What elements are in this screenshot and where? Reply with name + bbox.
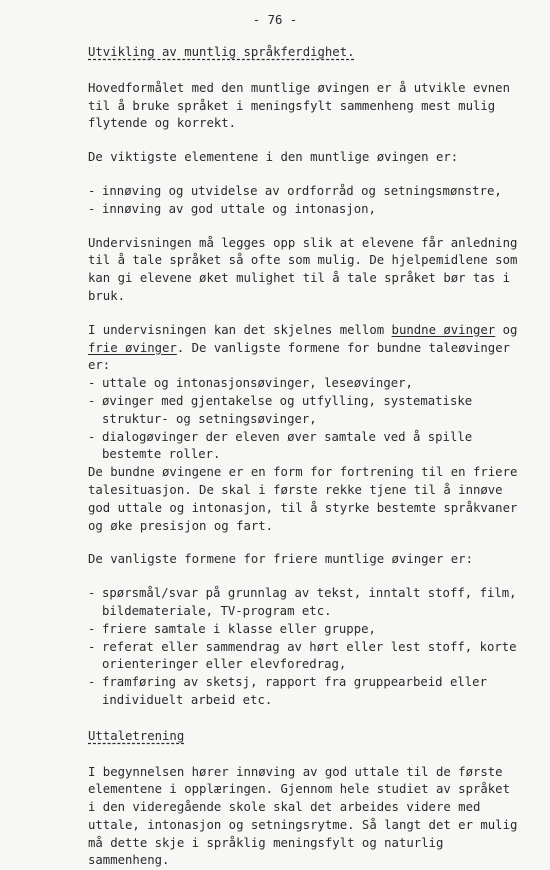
list-item: - framføring av sketsj, rapport fra gruppearbeid eller individuelt arbeid etc. <box>88 674 518 710</box>
distinction-text: og <box>495 323 517 337</box>
list-item: - referat eller sammendrag av hørt eller lest stoff, korte orienteringer eller elevforedrag, <box>88 639 518 675</box>
bound-purpose-paragraph: De bundne øvingene er en form for fortrening til en friere talesituasjon. De skal i første rekke tjene til å innøve god uttale og intonasjon, til å styrke bestemte språkvaner og øke presisjon og fart. <box>88 464 518 535</box>
section-heading-pronunciation: Uttaletrening <box>88 728 184 746</box>
free-forms-lead: De vanligste formene for friere muntlige øvinger er: <box>88 551 518 569</box>
distinction-text: . De vanligste formene for bundne taleøvinger er: <box>88 341 510 373</box>
page-content <box>88 44 518 870</box>
list-item: - innøving av god uttale og intonasjon, <box>88 201 518 219</box>
distinction-paragraph <box>88 322 518 375</box>
list-item: - uttale og intonasjonsøvinger, leseøvinger, <box>88 375 518 393</box>
term-free-exercises: frie øvinger <box>88 341 177 355</box>
elements-lead: De viktigste elementene i den muntlige øvingen er: <box>88 149 518 167</box>
pronunciation-paragraph: I begynnelsen hører innøving av god uttale til de første elementene i opplæringen. Gjennom hele studiet av språket i den videregående skole skal det arbeides videre med uttale, intonasjon og setningsrytme. Så langt det er mulig må dette skje i språklig meningsfylt og naturlig sammenheng. <box>88 764 518 870</box>
section-heading-oral-skills: Utvikling av muntlig språkferdighet. <box>88 44 355 62</box>
organisation-paragraph: Undervisningen må legges opp slik at elevene får anledning til å tale språket så ofte som mulig. De hjelpemidlene som kan gi elevene øket mulighet til å tale språket bør tas i bruk. <box>88 235 518 306</box>
list-item: - innøving og utvidelse av ordforråd og setningsmønstre, <box>88 183 518 201</box>
list-item: - spørsmål/svar på grunnlag av tekst, inntalt stoff, film, bildemateriale, TV-program etc. <box>88 585 518 621</box>
free-forms-list <box>88 585 518 710</box>
bound-forms-list <box>88 375 518 464</box>
list-item: - øvinger med gjentakelse og utfylling, systematiske struktur- og setningsøvinger, <box>88 393 518 429</box>
list-item: - friere samtale i klasse eller gruppe, <box>88 621 518 639</box>
intro-paragraph: Hovedformålet med den muntlige øvingen er å utvikle evnen til å bruke språket i meningsfylt sammenheng mest mulig flytende og korrekt. <box>88 80 518 133</box>
term-bound-exercises: bundne øvinger <box>392 323 496 337</box>
page-number: - 76 - <box>0 12 550 30</box>
distinction-text: I undervisningen kan det skjelnes mellom <box>88 323 392 337</box>
elements-list <box>88 183 518 219</box>
list-item: - dialogøvinger der eleven øver samtale ved å spille bestemte roller. <box>88 429 518 465</box>
